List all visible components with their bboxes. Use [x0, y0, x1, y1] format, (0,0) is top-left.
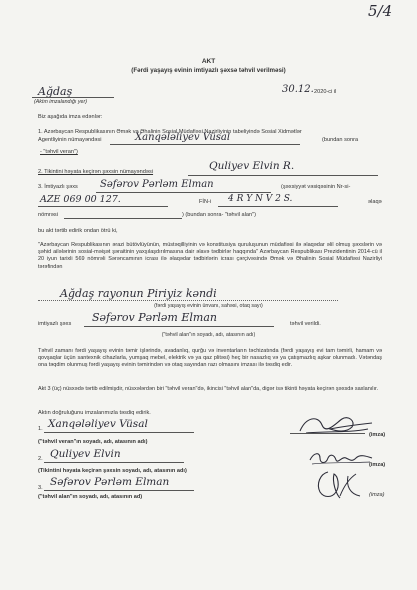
page-number: 5/4: [368, 2, 393, 20]
item1-suffix: (bundan sonra: [322, 137, 359, 143]
sig2-name-line: [44, 462, 184, 463]
sig3-signature: [310, 468, 370, 502]
address-caption: (fərdi yaşayış evinin ünvanı, sahəsi, otaq sayı): [154, 303, 263, 309]
sig3-number: 3.: [38, 485, 43, 491]
sig1-number: 1.: [38, 426, 43, 432]
item3-phone-line: [64, 218, 182, 219]
recipient-handwritten: Səfərov Pərləm Elman: [92, 311, 217, 324]
sig3-handwritten: Səfərov Pərləm Elman: [50, 476, 170, 488]
sig2-signature: [306, 446, 376, 470]
item3-handwritten-id: AZE 069 00 127.: [40, 194, 121, 205]
doc-subtitle: (Fərdi yaşayış evinin imtiyazlı şəxsə təhvil verilməsi): [131, 67, 286, 74]
sig1-caption: ("təhvil veran"ın soyadı, adı, atasının adı): [38, 439, 148, 445]
item3-handwritten-name: Səfərov Pərləm Elman: [100, 179, 214, 190]
recipient-line: [84, 326, 274, 327]
item3-suffix: ) (bundan sonra- "təhvil alan"): [182, 212, 256, 218]
sig2-imza: (imza): [369, 462, 386, 468]
sig1-signature: [296, 409, 376, 439]
item3-fin-line: [218, 206, 338, 207]
item3-fin: FİN-i: [199, 199, 212, 205]
recipient-suffix: təhvil verildi.: [290, 321, 321, 327]
address-line: [38, 300, 338, 301]
sig3-caption: ("təhvil alan"ın soyadı, adı, atasının ad): [38, 494, 143, 500]
sig2-handwritten: Quliyev Elvin: [50, 448, 121, 460]
item2-handwritten: Quliyev Elvin R.: [209, 160, 295, 172]
agreement-text: bu akt tərtib edirik ondan ötrü ki,: [38, 228, 118, 234]
recipient-prefix: imtiyazlı şəxs: [38, 321, 72, 327]
place-line: [32, 97, 114, 98]
sig3-imza: (imza): [369, 492, 385, 498]
item3-b: (şəxsiyyət vəsiqəsinin Nr-si-: [281, 184, 351, 190]
item1-handwritten: Xanqələliyev Vüsal: [135, 132, 231, 143]
item3-nomresi: nömrəsi: [38, 212, 58, 218]
sig1-handwritten: Xanqələliyev Vüsal: [48, 418, 148, 430]
date-handwritten: 30.12.: [282, 84, 314, 95]
decree-paragraph: "Azərbaycan Respublikasının ərazi bütövlüyünün, müstəqilliyinin və konstitusiya quruluşunun müdafiəsi ilə əlaqədar əlil olmuş şəxslərin və şəhid ailələrinin sosial-məişət şəraitinin yaxşılaşdırılmasına dair əlavə tədbirlər haqqında" Azərbaycan Respublikası Prezidentinin 2014-cü il 20 iyun tarixli 569 nömrəli Sərəncamının icrası ilə əlaqədar tədbirlərin icrası çərçivəsində Əmək və Əhalinin Sosial Müdafiəsi Nazirliyi tərəfindən: [38, 242, 382, 270]
place-caption: (Aktın imzalandığı yer): [34, 99, 87, 105]
item3-handwritten-fin: 4 R Y N V 2 S.: [228, 194, 293, 204]
item1-line-a: 1. Azərbaycan Respublikasının Əmək və Əhalinin Sosial Müdafiəsi Nazirliyinin tabeliyində Sosial Xidmətlər: [38, 129, 302, 135]
doc-title: AKT: [201, 58, 216, 65]
item2-text: 2. Tikintini həyata keçirən şəxsin nümayəndəsi: [38, 169, 154, 175]
sig2-caption: (Tikintini həyata keçirən şəxsin soyadı, adı, atasının adı): [38, 468, 187, 474]
item1-line: [110, 144, 300, 145]
item3-id-line: [38, 206, 168, 207]
date-suffix: 2020-ci il: [314, 89, 337, 95]
item3-name-line: [96, 192, 271, 193]
confirm-text: Aktın doğruluğunu imzalarımızla təsdiq edirik.: [38, 410, 151, 416]
sig1-imza-line: [290, 433, 365, 434]
inspection-paragraph: Təhvil zamanı fərdi yaşayış evinin təmir işlərində, avadanlıq, qurğu və inventarların təchizatında (fərdi yaşayış evi tam təmirli, hamam və qovşaqlar üçün santexnik cihazlarla, yumşaq mebel, elektrik və ya qaz plitəsi) heç bir nasazlıq və ya çatışmazlıq aşkar olunmadı. Vətəndaş ona təqdim olunmuş fərdi yaşayış evinin təmirindən və otaq sayından razı olmasını imzası ilə təsdiq edir.: [38, 348, 382, 369]
address-handwritten: Ağdaş rayonun Piriyiz kəndi: [60, 287, 217, 300]
sig3-name-line: [44, 490, 194, 491]
item2-line: [188, 175, 378, 176]
item3-elaqe: əlaqə: [368, 199, 382, 205]
recipient-caption: ("təhvil alan"ın soyadı, adı, atasının adı): [161, 332, 256, 338]
item1-suffix2: - "təhvil veran"): [40, 149, 78, 155]
place-handwritten: Ağdaş: [38, 85, 73, 98]
intro-text: Biz aşağıda imza edənlər:: [38, 114, 103, 120]
copies-paragraph: Akt 3 (üç) nüsxədə tərtib edilmişdir, nüsxələrdən biri "təhvil veran"də, ikincisi "təhvil alan"da, digər isə tikinti həyata keçirən şəxsdə saxlanılır.: [38, 386, 379, 392]
sig1-name-line: [44, 432, 194, 433]
item3-a: 3. İmtiyazlı şəxs: [38, 184, 78, 190]
sig2-number: 2.: [38, 456, 43, 462]
item1-line-b: Agentliyinin nümayəndəsi: [38, 137, 102, 143]
sig1-imza: (imza): [369, 432, 386, 438]
